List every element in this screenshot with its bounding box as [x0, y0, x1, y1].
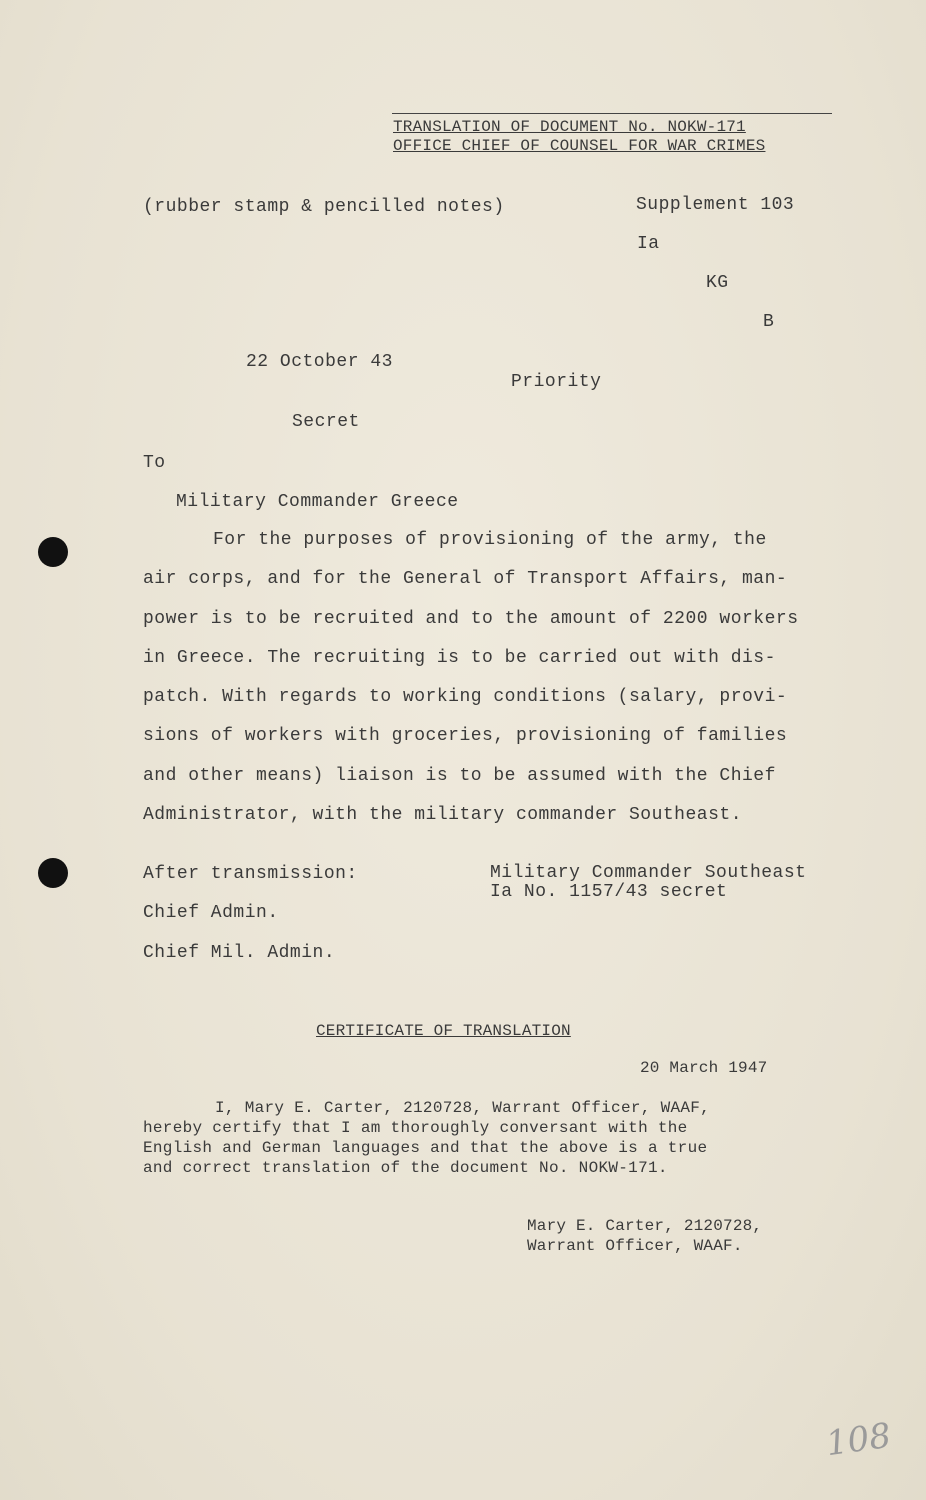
body-line: power is to be recruited and to the amount of 2200 workers — [143, 608, 799, 629]
addressee: Military Commander Greece — [176, 492, 459, 512]
certificate-line: English and German languages and that the above is a true — [143, 1139, 708, 1157]
chief-mil-admin-label: Chief Mil. Admin. — [143, 943, 336, 963]
ia-note: Ia — [637, 234, 660, 254]
header-top-rule — [392, 113, 832, 114]
sender-line-2: Ia No. 1157/43 secret — [490, 882, 728, 902]
page-number: 108 — [823, 1415, 894, 1465]
sender-line-1: Military Commander Southeast — [490, 863, 807, 883]
certificate-line: I, Mary E. Carter, 2120728, Warrant Officer, WAAF, — [215, 1099, 711, 1117]
kg-note: KG — [706, 273, 729, 293]
certificate-line: hereby certify that I am thoroughly conversant with the — [143, 1119, 688, 1137]
body-line: in Greece. The recruiting is to be carried out with dis- — [143, 647, 776, 668]
document-date: 22 October 43 — [246, 352, 393, 372]
b-note: B — [763, 312, 775, 332]
certificate-body — [143, 1098, 710, 1178]
punch-hole-top — [38, 537, 68, 567]
signature-line-2: Warrant Officer, WAAF. — [527, 1237, 743, 1255]
body-line: air corps, and for the General of Transport Affairs, man- — [143, 569, 788, 590]
body-line: sions of workers with groceries, provisioning of families — [143, 726, 788, 747]
after-transmission-label: After transmission: — [143, 864, 358, 884]
header-line-1: TRANSLATION OF DOCUMENT No. NOKW-171 — [393, 118, 746, 136]
secret-label: Secret — [292, 412, 360, 432]
certificate-date: 20 March 1947 — [640, 1059, 768, 1077]
punch-hole-bottom — [38, 858, 68, 888]
certificate-title: CERTIFICATE OF TRANSLATION — [316, 1022, 571, 1040]
body-line: For the purposes of provisioning of the army, the — [213, 530, 767, 550]
certificate-line: and correct translation of the document No. NOKW-171. — [143, 1159, 668, 1177]
body-line: and other means) liaison is to be assumed with the Chief — [143, 765, 776, 786]
supplement-label: Supplement 103 — [636, 195, 795, 215]
header-line-2: OFFICE CHIEF OF COUNSEL FOR WAR CRIMES — [393, 137, 766, 155]
priority-label: Priority — [511, 372, 602, 392]
chief-admin-label: Chief Admin. — [143, 903, 279, 923]
body-paragraph — [143, 530, 833, 844]
rubber-stamp-note: (rubber stamp & pencilled notes) — [143, 197, 505, 217]
body-line: Administrator, with the military commander Southeast. — [143, 805, 742, 826]
body-line: patch. With regards to working conditions (salary, provi- — [143, 687, 788, 708]
to-label: To — [143, 453, 166, 473]
signature-line-1: Mary E. Carter, 2120728, — [527, 1217, 763, 1235]
